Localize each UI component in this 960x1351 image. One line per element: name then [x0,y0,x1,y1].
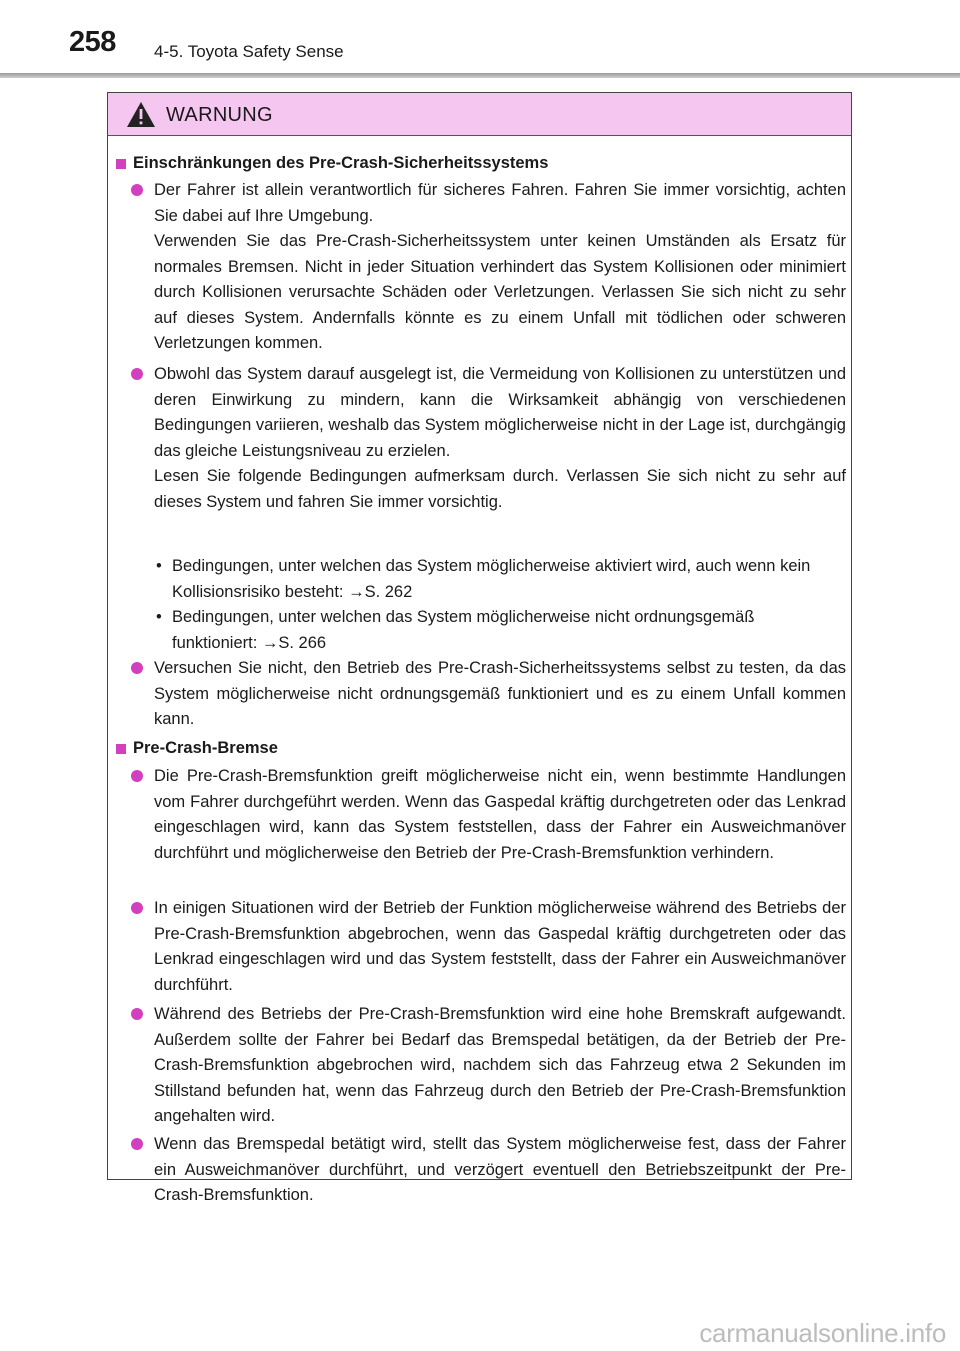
paragraph: Der Fahrer ist allein verantwortlich für sicheres Fahren. Fahren Sie immer vorsichtig, achten Sie dabei auf Ihre Umgebung. [154,181,846,225]
square-bullet-icon [116,159,126,169]
list-item [131,764,846,866]
paragraph: Während des Betriebs der Pre-Crash-Bremsfunktion wird eine hohe Bremskraft aufgewandt. Außerdem sollte der Fahrer bei Bedarf das Bremspedal betätigen, da der Betrieb der Pre-Crash-Bremsfunktion abgebrochen wird, nachdem sich das Fahrzeug etwa 2 Sekunden im Stillstand befunden hat, wenn das Fahrzeug durch den Betrieb der Pre-Crash-Bremsfunktion angehalten wird. [154,1005,846,1125]
list-item [131,1002,846,1130]
list-item [131,362,846,515]
sub-list [148,554,818,656]
sub-list-item: • Bedingungen, unter welchen das System möglicherweise nicht ordnungsgemäß funktioniert: →S. 266 [156,608,755,652]
sub-list-text: Bedingungen, unter welchen das System möglicherweise aktiviert wird, auch wenn kein Kollisionsrisiko besteht: →S. 262 [172,557,811,601]
warning-header [108,93,851,136]
paragraph: Obwohl das System darauf ausgelegt ist, die Vermeidung von Kollisionen zu unterstützen und deren Einwirkung zu mindern, kann die Wirksamkeit abhängig von verschiedenen Bedingungen variieren, weshalb das System möglicherweise nicht in der Lage ist, durchgängig das gleiche Leistungsniveau zu erzielen. [154,365,846,460]
list-item [131,896,846,998]
round-bullet-icon [131,662,143,674]
round-bullet-icon [131,184,143,196]
round-bullet-icon [131,1138,143,1150]
sub-list-text: Bedingungen, unter welchen das System möglicherweise nicht ordnungsgemäß funktioniert: →S. 266 [172,608,755,652]
section-heading-text: Einschränkungen des Pre-Crash-Sicherheitssystems [133,154,549,172]
page-header [0,0,960,80]
round-bullet-icon [131,1008,143,1020]
paragraph: Die Pre-Crash-Bremsfunktion greift möglicherweise nicht ein, wenn bestimmte Handlungen vom Fahrer durchgeführt werden. Wenn das Gaspedal kräftig durchgetreten oder das Lenkrad eingeschlagen wird, kann das System feststellen, dass der Fahrer ein Ausweichmanöver durchführt und möglicherweise den Betrieb der Pre-Crash-Bremsfunktion verhindern. [154,767,846,862]
header-rule [0,73,960,78]
paragraph: Verwenden Sie das Pre-Crash-Sicherheitssystem unter keinen Umständen als Ersatz für normales Bremsen. Nicht in jeder Situation verhindert das System Kollisionen oder minimiert durch Kollisionen verursachte Schäden oder Verletzungen. Verlassen Sie sich nicht zu sehr auf dieses System. Andernfalls könnte es zu einem Unfall mit tödlichen oder schweren Verletzungen kommen. [154,232,846,352]
paragraph: In einigen Situationen wird der Betrieb der Funktion möglicherweise während des Betriebs der Pre-Crash-Bremsfunktion abgebrochen, wenn das Gaspedal kräftig durchgetreten oder das Lenkrad eingeschlagen wird und das System feststellt, dass der Fahrer ein Ausweichmanöver durchführt. [154,899,846,994]
watermark: carmanualsonline.info [699,1318,946,1348]
sub-list-item: • Bedingungen, unter welchen das System möglicherweise aktiviert wird, auch wenn kein Kollisionsrisiko besteht: →S. 262 [156,557,811,601]
round-bullet-icon [131,368,143,380]
paragraph: Wenn das Bremspedal betätigt wird, stellt das System möglicherweise fest, dass der Fahrer ein Ausweichmanöver durchführt, und verzögert eventuell den Betriebszeitpunkt der Pre-Crash-Bremsfunktion. [154,1135,846,1204]
paragraph: Versuchen Sie nicht, den Betrieb des Pre-Crash-Sicherheitssystems selbst zu testen, da das System möglicherweise nicht ordnungsgemäß funktioniert und es zu einem Unfall kommen kann. [154,659,846,728]
section-title: 4-5. Toyota Safety Sense [154,42,344,61]
section-heading [116,151,548,176]
section-heading [116,736,278,761]
list-item [131,1132,846,1209]
paragraph: Lesen Sie folgende Bedingungen aufmerksam durch. Verlassen Sie sich nicht zu sehr auf dieses System und fahren Sie immer vorsichtig. [154,467,846,511]
section-heading-text: Pre-Crash-Bremse [133,739,278,757]
round-bullet-icon [131,770,143,782]
warning-title: WARNUNG [166,104,273,126]
list-item [131,178,846,357]
warning-box [107,92,852,1204]
page-number: 258 [69,26,116,58]
list-item [131,656,846,733]
warning-triangle-icon [126,101,156,128]
round-bullet-icon [131,902,143,914]
square-bullet-icon [116,744,126,754]
